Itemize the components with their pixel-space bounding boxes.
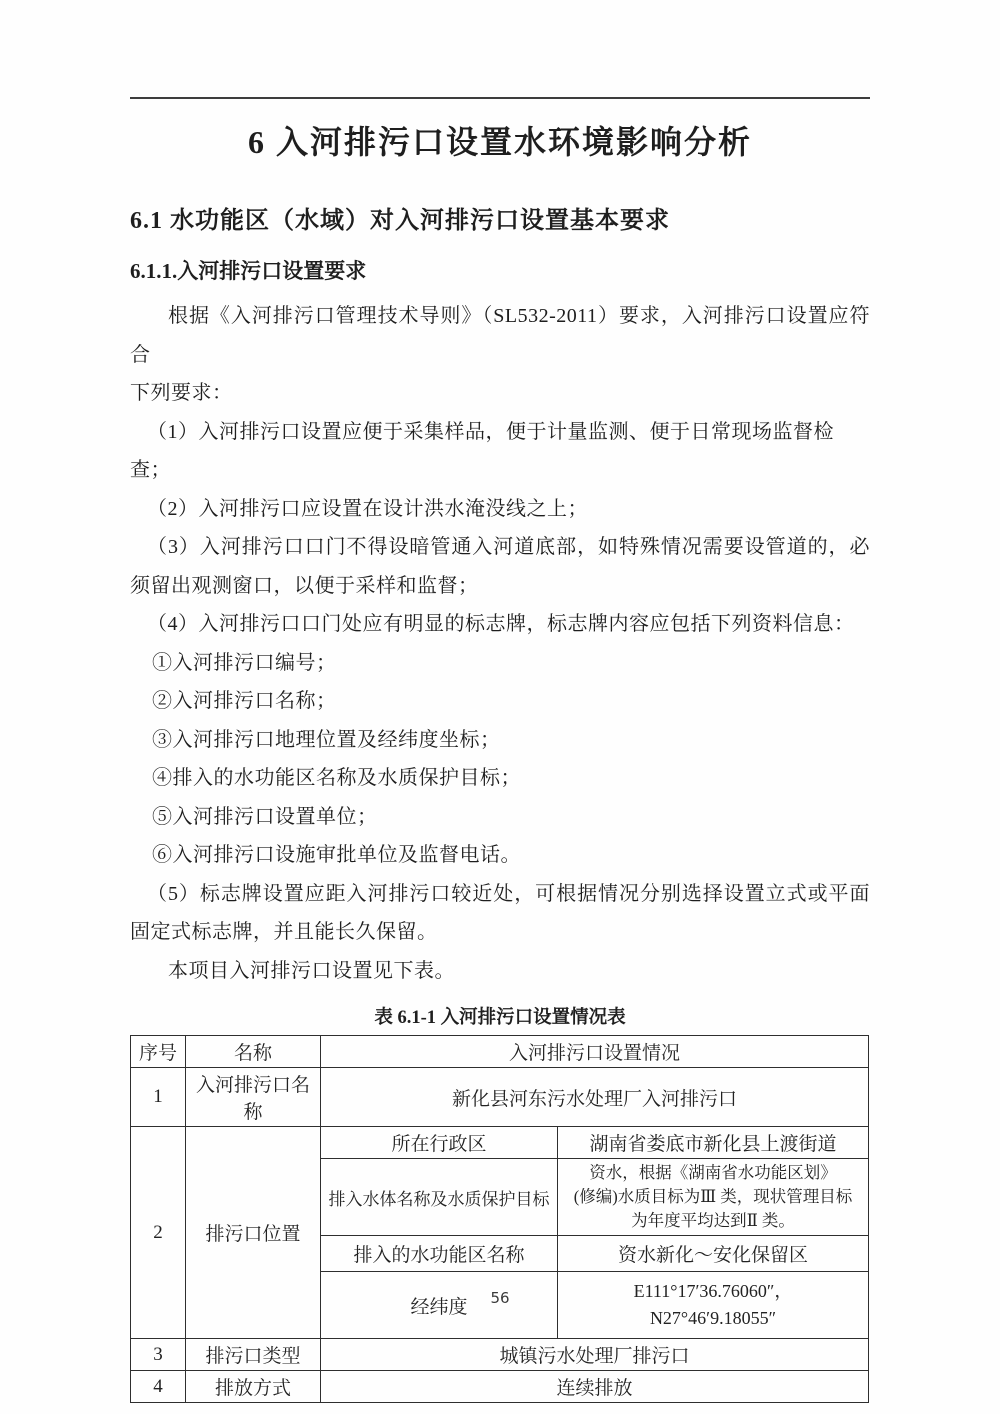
row2-sub3-value: 资水新化～安化保留区 <box>558 1236 869 1272</box>
intro-line-1: 根据《入河排污口管理技术导则》（SL532-2011）要求，入河排污口设置应符合 <box>130 305 870 366</box>
body-text-block <box>130 297 870 990</box>
header-rule <box>130 97 870 99</box>
header-cell-no: 序号 <box>131 1036 186 1068</box>
page-content <box>130 97 870 1403</box>
requirement-item-3-line-2: 须留出观测窗口，以便于采样和监督； <box>130 574 479 597</box>
row4-no: 4 <box>131 1371 186 1403</box>
table-row <box>131 1339 869 1371</box>
table-header-row <box>131 1036 869 1068</box>
intro-line-2: 下列要求： <box>130 382 233 404</box>
row3-value: 城镇污水处理厂排污口 <box>321 1339 869 1371</box>
row3-name: 排污口类型 <box>186 1339 321 1371</box>
row2-sub2-value-line-2: (修编)水质目标为Ⅲ 类，现状管理目标 <box>573 1187 853 1206</box>
sign-info-item-6: ⑥入河排污口设施审批单位及监督电话。 <box>152 844 521 866</box>
coordinate-line-1: E111°17′36.76060″， <box>633 1281 793 1301</box>
requirement-item-5-line-2: 固定式标志牌，并且能长久保留。 <box>130 921 438 943</box>
requirement-item-2: （2）入河排污口应设置在设计洪水淹没线之上； <box>147 497 588 520</box>
requirement-item-4: （4）入河排污口口门处应有明显的标志牌，标志牌内容应包括下列资料信息： <box>147 613 855 635</box>
section-heading: 6.1 水功能区（水域）对入河排污口设置基本要求 <box>130 208 670 234</box>
closing-paragraph: 本项目入河排污口设置见下表。 <box>168 959 455 982</box>
row2-sub3-label: 排入的水功能区名称 <box>321 1236 558 1272</box>
requirement-item-1: （1）入河排污口设置应便于采集样品，便于计量监测、便于日常现场监督检查； <box>130 420 834 481</box>
table-row <box>131 1068 869 1127</box>
row2-sub1-value: 湖南省娄底市新化县上渡街道 <box>558 1127 869 1159</box>
row1-value: 新化县河东污水处理厂入河排污口 <box>321 1068 869 1127</box>
row2-sub2-value-line-3: 为年度平均达到Ⅱ 类。 <box>631 1211 795 1230</box>
coordinate-line-2: N27°46′9.18055″ <box>649 1308 777 1328</box>
row2-sub2-label: 排入水体名称及水质保护目标 <box>321 1159 558 1236</box>
sign-info-item-1: ①入河排污口编号； <box>152 651 337 674</box>
sign-info-item-4: ④排入的水功能区名称及水质保护目标； <box>152 767 521 789</box>
row4-value: 连续排放 <box>321 1371 869 1403</box>
sign-info-item-3: ③入河排污口地理位置及经纬度坐标； <box>152 728 501 751</box>
header-cell-situation: 入河排污口设置情况 <box>321 1036 869 1068</box>
subsection-heading: 6.1.1.入河排污口设置要求 <box>130 259 367 283</box>
requirement-item-5-line-1: （5）标志牌设置应距入河排污口较近处，可根据情况分别选择设置立式或平面 <box>147 882 870 905</box>
row1-no: 1 <box>131 1068 186 1127</box>
table-row <box>131 1127 869 1159</box>
row1-name: 入河排污口名称 <box>186 1068 321 1127</box>
table-caption: 表 6.1-1 入河排污口设置情况表 <box>374 1008 626 1028</box>
row2-sub2-value-line-1: 资水，根据《湖南省水功能区划》 <box>589 1163 837 1182</box>
chapter-title: 6 入河排污口设置水环境影响分析 <box>247 124 752 160</box>
row2-no: 2 <box>131 1127 186 1339</box>
row2-sub4-label: 经纬度 <box>321 1272 558 1339</box>
page-number: 56 <box>490 1289 510 1307</box>
sign-info-item-2: ②入河排污口名称； <box>152 690 337 712</box>
header-cell-name: 名称 <box>186 1036 321 1068</box>
row2-name: 排污口位置 <box>186 1127 321 1339</box>
table-row <box>131 1371 869 1403</box>
row2-sub2-value <box>558 1159 869 1236</box>
outfall-setup-table <box>130 1035 869 1403</box>
row2-sub1-label: 所在行政区 <box>321 1127 558 1159</box>
row3-no: 3 <box>131 1339 186 1371</box>
sign-info-item-5: ⑤入河排污口设置单位； <box>152 805 378 828</box>
row4-name: 排放方式 <box>186 1371 321 1403</box>
requirement-item-3-line-1: （3）入河排污口口门不得设暗管通入河道底部，如特殊情况需要设管道的，必 <box>147 536 870 558</box>
